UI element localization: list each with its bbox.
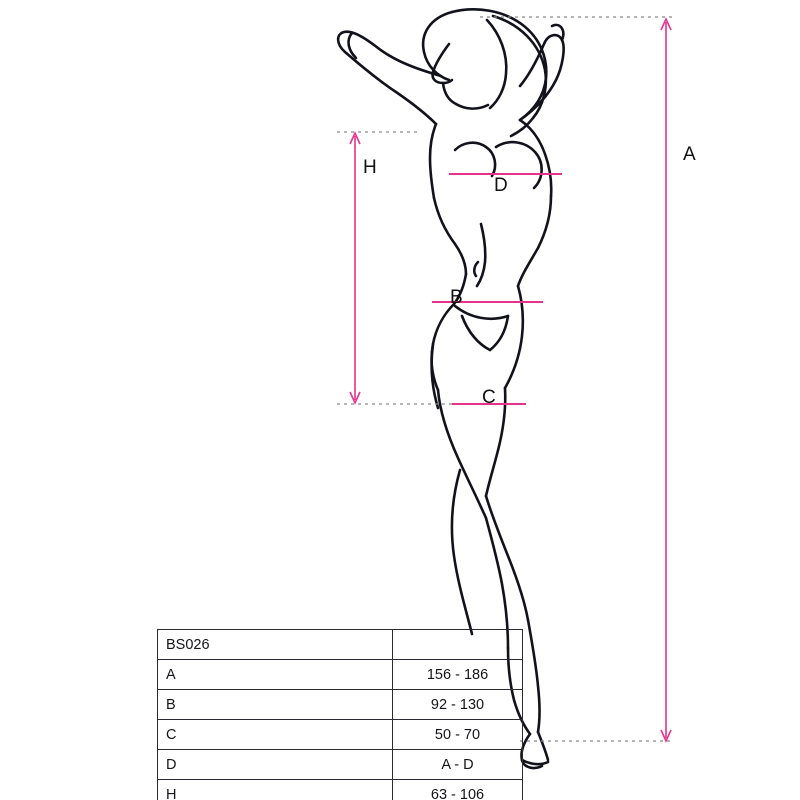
model-code-value — [393, 630, 523, 660]
guide-A — [661, 19, 671, 741]
measure-label-H: H — [363, 157, 377, 178]
row-value: 50 - 70 — [393, 720, 523, 750]
size-table — [157, 629, 523, 800]
table-row — [158, 720, 523, 750]
table-row — [158, 660, 523, 690]
row-code: H — [158, 780, 393, 800]
row-code: D — [158, 750, 393, 780]
row-value: 63 - 106 — [393, 780, 523, 800]
row-code: C — [158, 720, 393, 750]
row-value: A - D — [393, 750, 523, 780]
row-value: 156 - 186 — [393, 660, 523, 690]
row-code: A — [158, 660, 393, 690]
table-row — [158, 750, 523, 780]
measure-label-B: B — [450, 287, 463, 308]
model-code: BS026 — [158, 630, 393, 660]
table-row — [158, 690, 523, 720]
row-code: B — [158, 690, 393, 720]
row-value: 92 - 130 — [393, 690, 523, 720]
measure-label-A: A — [683, 144, 696, 165]
table-row — [158, 780, 523, 800]
measure-label-C: C — [482, 387, 496, 408]
measure-label-D: D — [494, 175, 508, 196]
table-row — [158, 630, 523, 660]
guide-H — [350, 133, 360, 403]
